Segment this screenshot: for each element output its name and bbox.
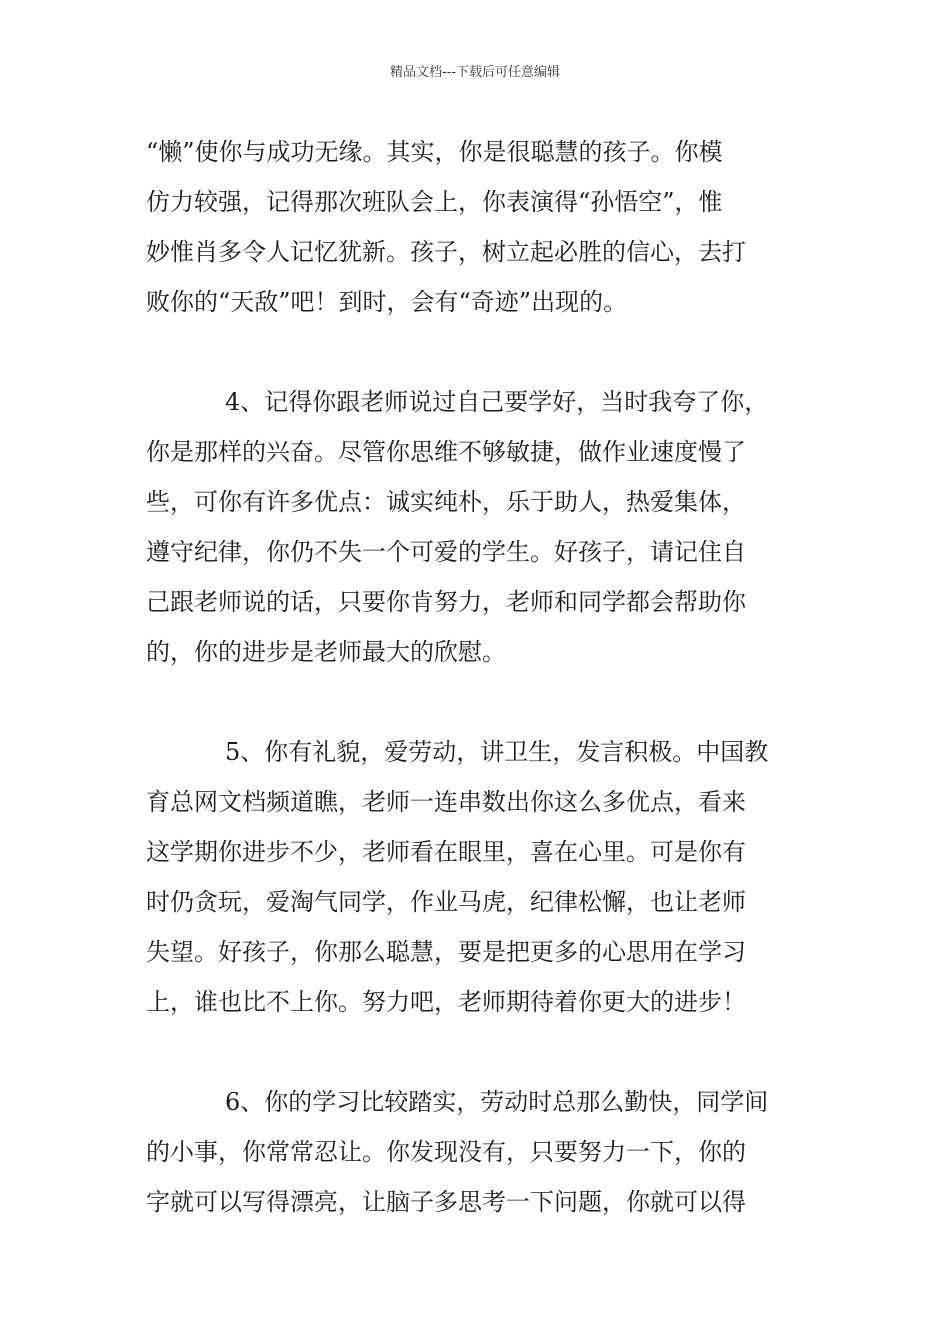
- paragraph-item-5: [146, 727, 812, 1027]
- document-body: [146, 127, 812, 1227]
- paragraph-item-4: [146, 377, 812, 677]
- text-line: 4、记得你跟老师说过自己要学好，当时我夸了你，: [225, 388, 769, 416]
- text-line: 些，可你有许多优点：诚实纯朴，乐于助人，热爱集体，: [146, 488, 746, 516]
- text-line: 字就可以写得漂亮，让脑子多思考一下问题，你就可以得: [146, 1188, 746, 1216]
- paragraph-item-6: [146, 1077, 812, 1227]
- text-line: 6、你的学习比较踏实，劳动时总那么勤快，同学间: [225, 1088, 769, 1116]
- text-line: 失望。好孩子，你那么聪慧，要是把更多的心思用在学习: [146, 938, 746, 966]
- text-line: 遵守纪律，你仍不失一个可爱的学生。好孩子，请记住自: [146, 538, 746, 566]
- text-line: 你是那样的兴奋。尽管你思维不够敏捷，做作业速度慢了: [146, 438, 746, 466]
- text-line: 上，谁也比不上你。努力吧，老师期待着你更大的进步！: [146, 988, 746, 1016]
- text-line: 育总网文档频道瞧，老师一连串数出你这么多优点，看来: [146, 788, 746, 816]
- text-line: 时仍贪玩，爱淘气同学，作业马虎，纪律松懈，也让老师: [146, 888, 746, 916]
- text-line: 己跟老师说的话，只要你肯努力，老师和同学都会帮助你: [146, 588, 746, 616]
- text-line: 5、你有礼貌，爱劳动，讲卫生，发言积极。中国教: [225, 738, 769, 766]
- paragraph-continuation: [146, 127, 812, 327]
- text-line: 妙惟肖多令人记忆犹新。孩子，树立起必胜的信心，去打: [146, 238, 746, 266]
- text-line: 败你的“天敌”吧！到时，会有“奇迹”出现的。: [146, 288, 628, 316]
- page-header: 精品文档---下载后可任意编辑: [389, 65, 561, 80]
- text-line: 的小事，你常常忍让。你发现没有，只要努力一下，你的: [146, 1138, 746, 1166]
- text-line: 仿力较强，记得那次班队会上，你表演得“孙悟空”，惟: [146, 188, 723, 216]
- text-line: 的，你的进步是老师最大的欣慰。: [146, 638, 506, 666]
- text-line: “懒”使你与成功无缘。其实，你是很聪慧的孩子。你模: [146, 138, 723, 166]
- text-line: 这学期你进步不少，老师看在眼里，喜在心里。可是你有: [146, 838, 746, 866]
